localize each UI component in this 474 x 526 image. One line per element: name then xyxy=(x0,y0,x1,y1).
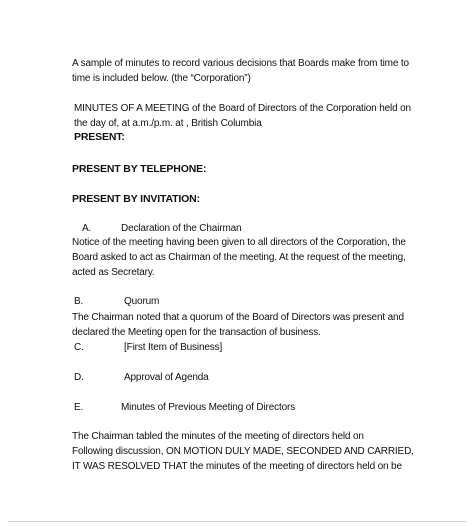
section-b-title: Quorum xyxy=(124,296,160,307)
section-e-title: Minutes of Previous Meeting of Directors xyxy=(121,402,296,413)
section-a-body-line-2: Board asked to act as Chairman of the meeting. At the request of the meeting, xyxy=(72,252,406,263)
section-e-letter: E. xyxy=(74,402,84,413)
section-e-body-line-1: The Chairman tabled the minutes of the meeting of directors held on xyxy=(72,431,364,442)
present-by-invitation-heading: PRESENT BY INVITATION: xyxy=(72,193,200,205)
section-b-letter: B. xyxy=(74,296,84,307)
section-d-letter: D. xyxy=(74,372,84,383)
section-a-body-line-1: Notice of the meeting having been given to all directors of the Corporation, the xyxy=(72,237,406,248)
section-a-letter: A. xyxy=(82,223,92,234)
section-e-body-line-3: IT WAS RESOLVED THAT the minutes of the meeting of directors held on be xyxy=(72,461,402,472)
page-bottom-divider xyxy=(8,521,466,522)
intro-text-line-1: A sample of minutes to record various decisions that Boards make from time to xyxy=(72,58,409,69)
section-a-body-line-3: acted as Secretary. xyxy=(72,267,155,278)
present-heading: PRESENT: xyxy=(74,131,125,143)
section-a-title: Declaration of the Chairman xyxy=(121,223,242,234)
section-b-body-line-1: The Chairman noted that a quorum of the Board of Directors was present and xyxy=(72,312,404,323)
section-c-title: [First Item of Business] xyxy=(124,342,223,353)
present-by-telephone-heading: PRESENT BY TELEPHONE: xyxy=(72,163,207,175)
minutes-heading-line-2: the day of, at a.m./p.m. at , British Columbia xyxy=(74,118,262,129)
section-b-body-line-2: declared the Meeting open for the transaction of business. xyxy=(72,327,321,338)
minutes-heading-line-1: MINUTES OF A MEETING of the Board of Directors of the Corporation held on xyxy=(74,103,411,114)
section-c-letter: C. xyxy=(74,342,84,353)
section-e-body-line-2: Following discussion, ON MOTION DULY MADE, SECONDED AND CARRIED, xyxy=(72,446,414,457)
section-d-title: Approval of Agenda xyxy=(124,372,209,383)
intro-text-line-2: time is included below. (the “Corporation”) xyxy=(72,73,251,84)
